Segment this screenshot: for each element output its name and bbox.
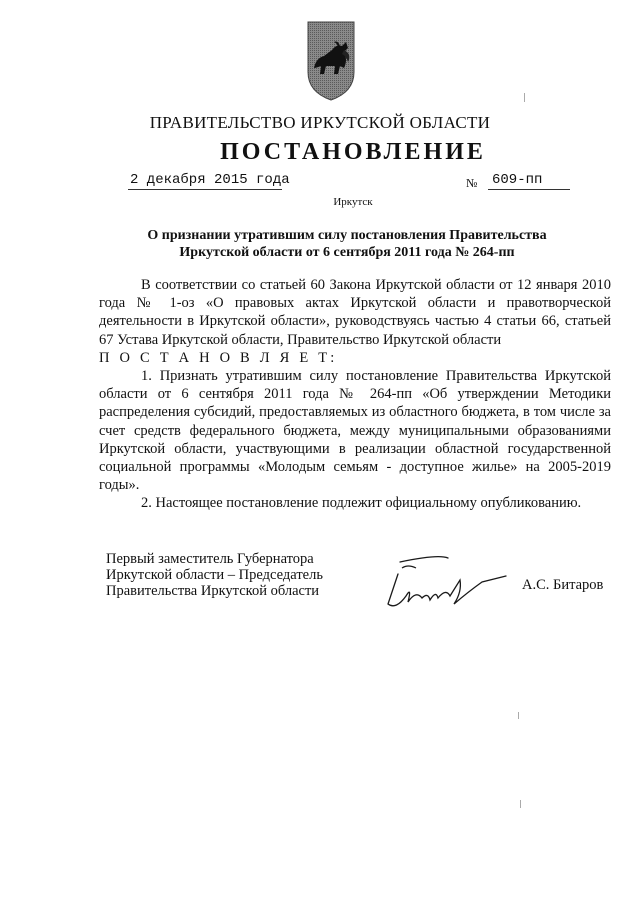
signer-position-line-2: Иркутской области – Председатель — [106, 567, 323, 583]
coat-of-arms-emblem — [304, 20, 358, 102]
number-underline — [488, 189, 570, 190]
item-2-paragraph: 2. Настоящее постановление подлежит официальному опубликованию. — [141, 495, 582, 512]
signer-position-line-1: Первый заместитель Губернатора — [106, 551, 314, 567]
number-sign: № — [466, 176, 478, 190]
document-type: ПОСТАНОВЛЕНИЕ — [220, 139, 486, 165]
preamble-paragraph: В соответствии со статьей 60 Закона Иркутской области от 12 января 2010 года № 1-оз «О правовых актах Иркутской области и правотворческой деятельности в Иркутской области», руководствуясь частью 4 статьи 66, статьей 67 Устава Иркутской области, Правительство Иркутской области — [99, 277, 611, 348]
item-1-paragraph: 1. Признать утратившим силу постановление Правительства Иркутской области от 6 сентября 2011 года № 264-пп «Об утверждении Методики распределения субсидий, предоставляемых из областного бюджета, в том числе за счет средств федерального бюджета, между муниципальными образованиями Иркутской области, участвующими в реализации областной государственной социальной программы «Молодым семьям - доступное жилье» на 2005-2019 годы». — [99, 368, 611, 494]
decree-word: П О С Т А Н О В Л Я Е Т: — [99, 349, 338, 366]
signer-position — [106, 551, 323, 599]
organization-name: ПРАВИТЕЛЬСТВО ИРКУТСКОЙ ОБЛАСТИ — [149, 113, 491, 132]
date-underline — [128, 189, 282, 190]
title-line-1: О признании утратившим силу постановления Правительства — [147, 228, 547, 243]
handwritten-signature — [378, 552, 508, 612]
scan-artifact — [520, 800, 521, 808]
city-name: Иркутск — [333, 196, 373, 208]
document-body — [99, 276, 611, 513]
title-line-2: Иркутской области от 6 сентября 2011 года № 264-пп — [179, 245, 515, 260]
scan-artifact — [518, 712, 519, 719]
document-date: 2 декабря 2015 года — [130, 172, 290, 188]
document-number: 609-пп — [492, 172, 543, 188]
signer-name: А.С. Битаров — [522, 577, 604, 593]
document-title — [120, 227, 574, 261]
scan-artifact — [524, 93, 525, 102]
signer-position-line-3: Правительства Иркутской области — [106, 583, 320, 599]
